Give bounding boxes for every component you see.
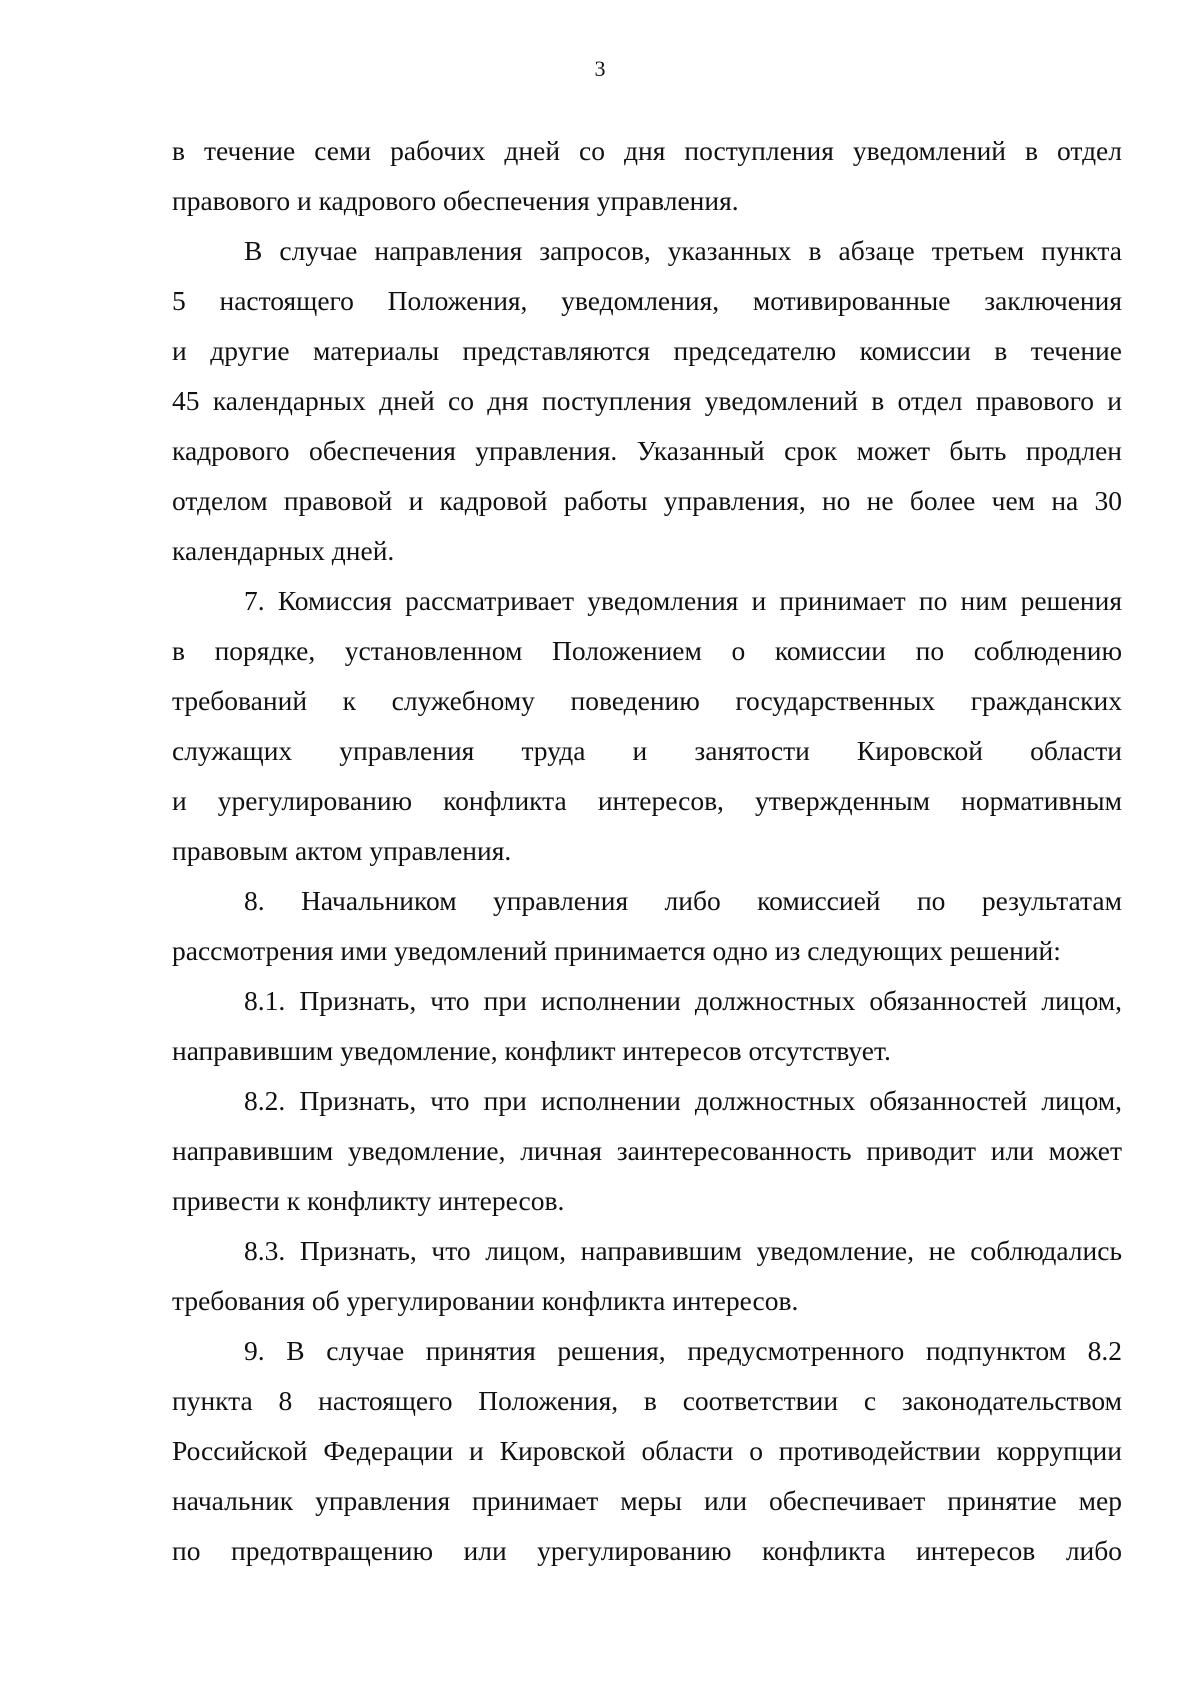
text-line: 8. Начальником управления либо комиссией по результатам — [244, 885, 1122, 916]
text-line: отделом правовой и кадровой работы управления, но не более чем на 30 — [172, 485, 1122, 516]
text-line: Российской Федерации и Кировской области о противодействии коррупции — [172, 1435, 1122, 1466]
text-line: в течение семи рабочих дней со дня поступления уведомлений в отдел — [172, 135, 1122, 166]
text-line: 9. В случае принятия решения, предусмотренного подпунктом 8.2 — [244, 1335, 1122, 1366]
text-line: и другие материалы представляются председателю комиссии в течение — [172, 335, 1122, 366]
text-line: правового и кадрового обеспечения управления. — [172, 185, 739, 216]
text-line: требований к служебному поведению государственных гражданских — [172, 685, 1122, 716]
text-line: и урегулированию конфликта интересов, утвержденным нормативным — [172, 785, 1122, 816]
text-line: рассмотрения ими уведомлений принимается одно из следующих решений: — [172, 935, 1061, 966]
text-line: направившим уведомление, конфликт интересов отсутствует. — [172, 1035, 891, 1066]
text-line: кадрового обеспечения управления. Указанный срок может быть продлен — [172, 435, 1122, 466]
text-line: направившим уведомление, личная заинтересованность приводит или может — [172, 1135, 1122, 1166]
text-line: начальник управления принимает меры или обеспечивает принятие мер — [172, 1485, 1122, 1516]
page-number: 3 — [594, 56, 606, 81]
text-line: в порядке, установленном Положением о комиссии по соблюдению — [172, 635, 1122, 666]
document-body — [172, 126, 1122, 1576]
text-line: 8.3. Признать, что лицом, направившим уведомление, не соблюдались — [244, 1235, 1122, 1266]
text-line: требования об урегулировании конфликта интересов. — [172, 1285, 799, 1316]
text-line: календарных дней. — [172, 535, 395, 566]
text-line: 8.2. Признать, что при исполнении должностных обязанностей лицом, — [244, 1085, 1122, 1116]
text-line: по предотвращению или урегулированию конфликта интересов либо — [172, 1535, 1122, 1566]
text-line: 7. Комиссия рассматривает уведомления и принимает по ним решения — [244, 585, 1122, 616]
text-line: 8.1. Признать, что при исполнении должностных обязанностей лицом, — [244, 985, 1122, 1016]
text-line: правовым актом управления. — [172, 835, 512, 866]
text-line: пункта 8 настоящего Положения, в соответствии с законодательством — [172, 1385, 1122, 1416]
text-line: 45 календарных дней со дня поступления уведомлений в отдел правового и — [172, 385, 1122, 416]
text-line: привести к конфликту интересов. — [172, 1185, 565, 1216]
text-line: В случае направления запросов, указанных в абзаце третьем пункта — [244, 235, 1122, 266]
text-line: служащих управления труда и занятости Кировской области — [172, 735, 1122, 766]
text-line: 5 настоящего Положения, уведомления, мотивированные заключения — [172, 285, 1122, 316]
